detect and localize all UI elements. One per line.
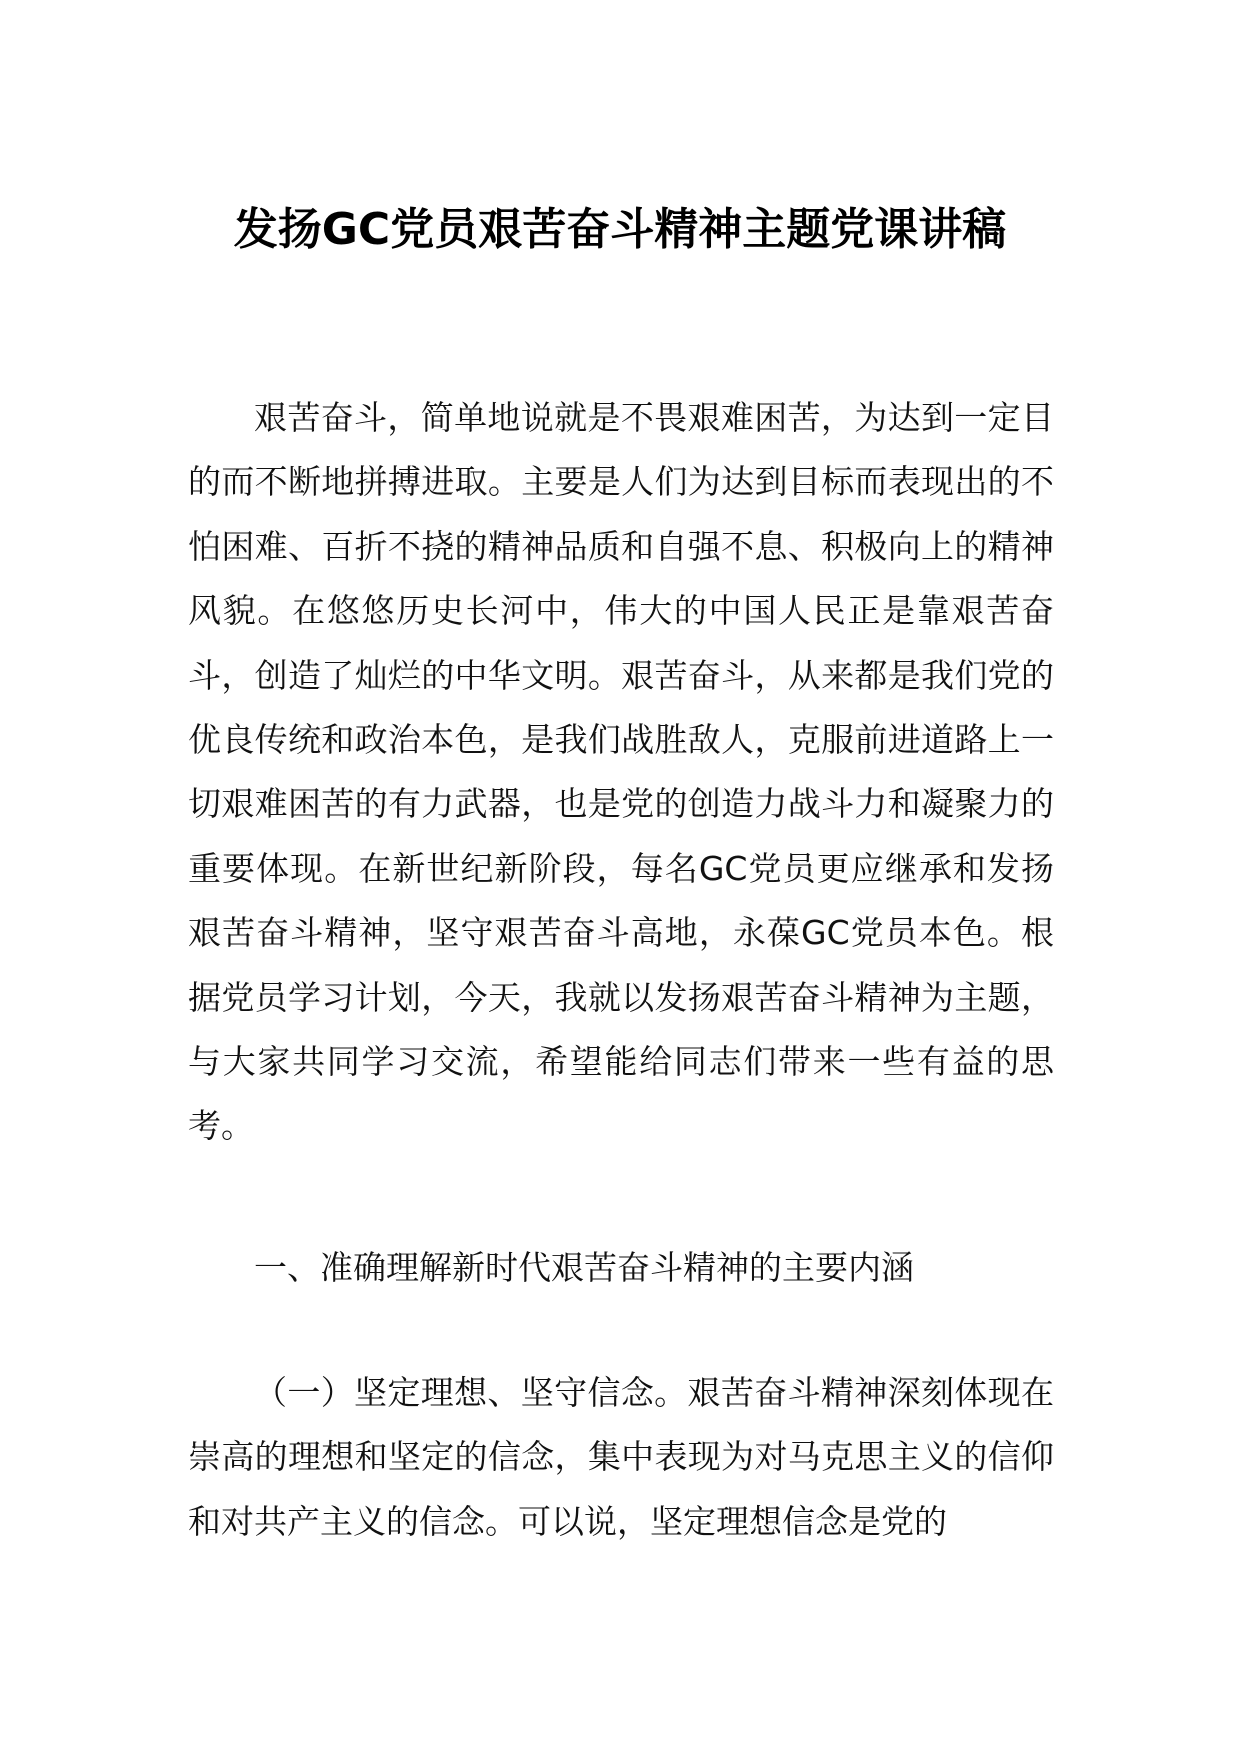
- intro-paragraph: 艰苦奋斗，简单地说就是不畏艰难困苦，为达到一定目的而不断地拼搏进取。主要是人们为达到目标而表现出的不怕困难、百折不挠的精神品质和自强不息、积极向上的精神风貌。在悠悠历史长河中，伟大的中国人民正是靠艰苦奋斗，创造了灿烂的中华文明。艰苦奋斗，从来都是我们党的优良传统和政治本色，是我们战胜敌人，克服前进道路上一切艰难困苦的有力武器，也是党的创造力战斗力和凝聚力的重要体现。在新世纪新阶段，每名GC党员更应继承和发扬艰苦奋斗精神，坚守艰苦奋斗高地，永葆GC党员本色。根据党员学习计划，今天，我就以发扬艰苦奋斗精神为主题，与大家共同学习交流，希望能给同志们带来一些有益的思考。: [188, 398, 1054, 1146]
- document-title: 发扬GC党员艰苦奋斗精神主题党课讲稿: [233, 204, 1007, 255]
- section-heading: 一、准确理解新时代艰苦奋斗精神的主要内涵: [254, 1248, 914, 1287]
- subsection-paragraph: （一）坚定理想、坚守信念。艰苦奋斗精神深刻体现在崇高的理想和坚定的信念，集中表现为对马克思主义的信仰和对共产主义的信念。可以说，坚定理想信念是党的: [188, 1373, 1054, 1541]
